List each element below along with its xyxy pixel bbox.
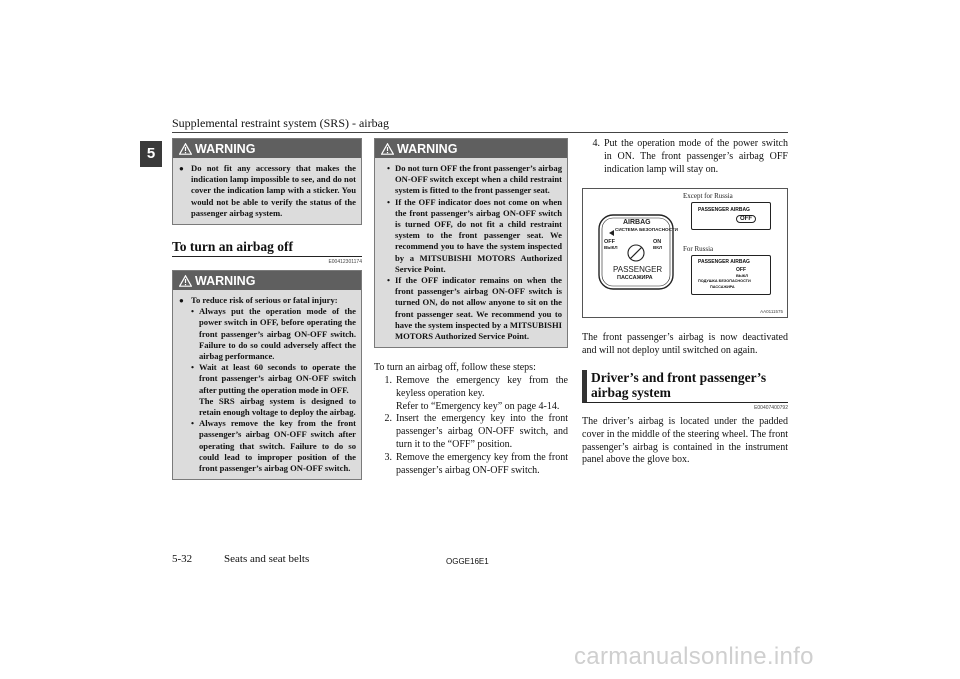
airbag-switch-figure: Except for Russia For Russia AA0111575 AIRBAG СИСТЕМА БЕЗОПАСНОСТИ OFF ВЫКЛ ON ВКЛ PASSENGER ПАССАЖИРА PASSENGER AIRBAG OFF PASSENGER AIRBAG OFF ВЫКЛ ПОДУШКА БЕЗОПАСНОСТИ ПАССАЖИРА xyxy=(582,188,788,318)
step-item: 4. Put the operation mode of the power switch in ON. The front passenger’s airbag OFF indication lamp will stay on. xyxy=(592,138,788,175)
footer-section: Seats and seat belts xyxy=(224,553,310,565)
figure-id: AA0111575 xyxy=(760,309,783,315)
section-title-turn-airbag-off: To turn an airbag off xyxy=(172,239,362,257)
figure-label-russia: For Russia xyxy=(683,245,714,254)
column-2 xyxy=(374,138,568,477)
column-3 xyxy=(582,138,788,467)
header-rule xyxy=(172,132,788,133)
warning-label: WARNING xyxy=(195,273,256,288)
document-code: OGGE16E1 xyxy=(446,557,489,566)
warning-item: • If the OFF indicator remains on when the front passenger’s airbag ON-OFF switch is turned ON, do not allow anyone to sit on the front passenger seat. We recommend you to have the system inspected by a MITSUBISHI MOTORS Authorized Service Point. xyxy=(387,275,562,342)
warning-item: • Always put the operation mode of the power switch in OFF, before operating the front passenger’s airbag ON-OFF switch. Failure to do so could adversely affect the airbag performance. xyxy=(191,306,356,362)
bullet-icon: ● xyxy=(179,296,184,306)
watermark-link[interactable]: carmanualsonline.info xyxy=(574,643,814,670)
figure-label-except-russia: Except for Russia xyxy=(683,192,733,201)
section-code: E00407400792 xyxy=(754,404,788,411)
warning-triangle-icon xyxy=(179,143,192,155)
running-header: Supplemental restraint system (SRS) - airbag xyxy=(172,116,389,130)
section-title-driver-passenger-airbag: Driver’s and front passenger’s airbag system xyxy=(582,370,788,403)
warning-item: • Always remove the key from the front passenger’s airbag ON-OFF switch after operating that switch. Failure to do so could lead to improper position of the front passenger’s airbag ON-OFF switch. xyxy=(191,418,356,474)
warning-label: WARNING xyxy=(397,141,458,156)
warning-note: The SRS airbag system is designed to retain enough voltage to deploy the airbag. xyxy=(199,395,356,418)
airbag-location-text: The driver’s airbag is located under the padded cover in the middle of the steering wheel. The front passenger’s airbag is contained in the instrument panel above the glove box. xyxy=(582,415,788,466)
warning-item: • If the OFF indicator does not come on when the front passenger’s airbag ON-OFF switch is turned OFF, do not fit a child restraint system to the front passenger seat. We recommend you to have the system inspected by a MITSUBISHI MOTORS Authorized Service Point. xyxy=(387,196,562,274)
warning-box-accessory xyxy=(172,138,362,225)
warning-item: • Do not turn OFF the front passenger’s airbag ON-OFF switch except when a child restraint system is fitted to the front passenger seat. xyxy=(387,163,562,196)
indicator-lamp-except-russia: PASSENGER AIRBAG OFF xyxy=(691,202,771,230)
section-code: E00412301174 xyxy=(328,259,362,266)
warning-triangle-icon xyxy=(179,275,192,287)
indicator-lamp-russia: PASSENGER AIRBAG OFF ВЫКЛ ПОДУШКА БЕЗОПАСНОСТИ ПАССАЖИРА xyxy=(691,255,771,295)
warning-header xyxy=(173,139,361,158)
warning-triangle-icon xyxy=(381,143,394,155)
warning-header xyxy=(375,139,567,158)
warning-header xyxy=(173,271,361,290)
step-item: 3. Remove the emergency key from the front passenger’s airbag ON-OFF switch. xyxy=(384,451,568,476)
warning-item: • Wait at least 60 seconds to operate the front passenger’s airbag ON-OFF switch after putting the operation mode in OFF. The SRS airbag system is designed to retain enough voltage to deploy the airbag. xyxy=(191,362,356,418)
warning-box-child-restraint xyxy=(374,138,568,348)
warning-intro: To reduce risk of serious or fatal injury: xyxy=(191,295,338,306)
steps-intro: To turn an airbag off, follow these steps: xyxy=(374,362,536,374)
warning-text: Do not fit any accessory that makes the indication lamp impossible to see, and do not cover the indication lamp with a sticker. You would not be able to verify the status of the passenger airbag system. xyxy=(191,163,356,218)
after-figure-text: The front passenger’s airbag is now deactivated and will not deploy until switched on again. xyxy=(582,332,788,357)
step-item: 2. Insert the emergency key into the front passenger’s airbag ON-OFF switch, and turn it to the “OFF” position. xyxy=(384,413,568,451)
steps-list xyxy=(374,375,568,477)
warning-label: WARNING xyxy=(195,141,256,156)
step-reference-link[interactable]: Refer to “Emergency key” on page 4-14. xyxy=(396,400,560,412)
steps-list-continued xyxy=(582,138,788,176)
page-number: 5-32 xyxy=(172,553,193,565)
step-item: 1. Remove the emergency key from the keyless operation key. Refer to “Emergency key” on page 4-14. xyxy=(384,375,568,412)
column-1 xyxy=(172,138,362,480)
bullet-icon: ● xyxy=(179,164,184,173)
chapter-tab[interactable]: 5 xyxy=(140,141,162,167)
warning-box-injury xyxy=(172,270,362,480)
